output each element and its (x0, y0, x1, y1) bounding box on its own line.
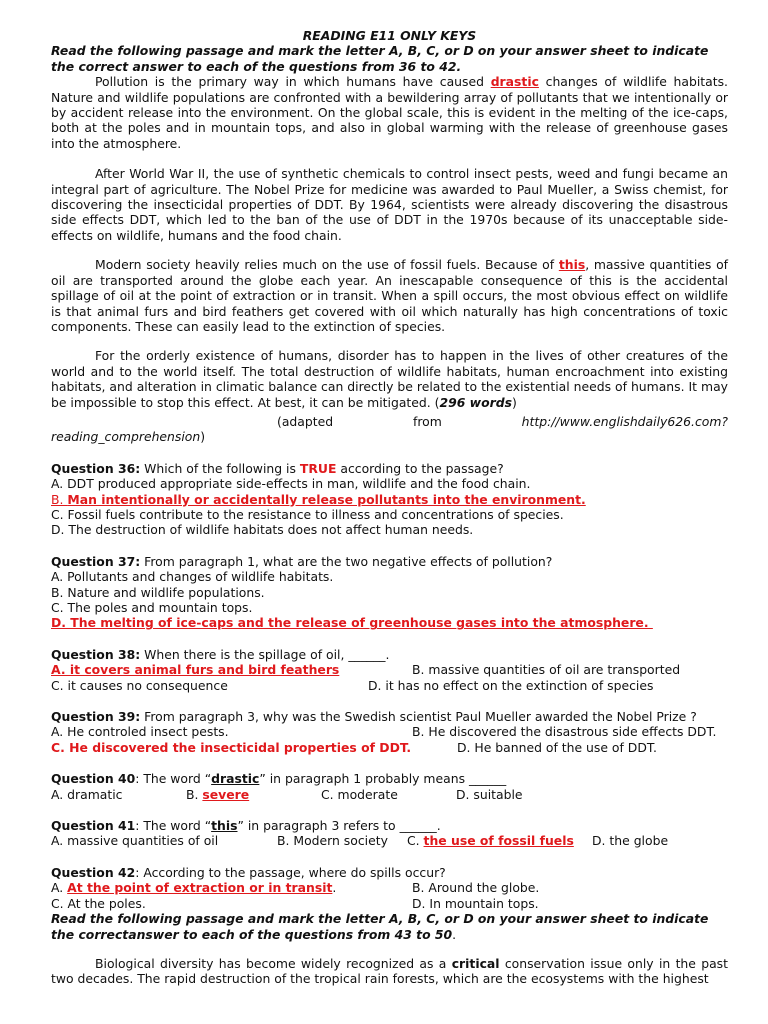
question-42-option-c[interactable]: C. At the poles. (51, 895, 146, 911)
source-citation (51, 414, 728, 445)
question-36-true: TRUE (299, 460, 337, 476)
question-41 (51, 818, 728, 849)
word-critical: critical (451, 955, 500, 971)
question-42-option-a-letter: A. (51, 880, 68, 896)
question-36 (51, 461, 728, 538)
question-39-option-a[interactable]: A. He controled insect pests. (51, 724, 229, 740)
question-42 (51, 865, 728, 911)
question-39-answer[interactable]: C. He discovered the insecticidal properties of DDT. (51, 739, 412, 755)
question-42-option-a[interactable] (51, 880, 412, 895)
question-38 (51, 647, 728, 693)
question-39-option-d[interactable]: D. He banned of the use of DDT. (457, 739, 657, 755)
document-title: READING E11 ONLY KEYS (302, 28, 477, 43)
source-adapted: (adapted (277, 413, 334, 429)
question-37-stem: From paragraph 1, what are the two negative effects of pollution? (140, 553, 553, 569)
question-36-option-b[interactable] (51, 492, 728, 507)
question-36-answer: Man intentionally or accidentally release pollutants into the environment. (67, 491, 586, 507)
question-41-stem-b: ” in paragraph 3 refers to ______. (237, 818, 441, 834)
question-39-label: Question 39: (51, 709, 141, 725)
document-page (51, 28, 728, 1001)
paragraph-4-text-b: ) (512, 394, 517, 410)
paragraph-3-text-b: , massive quantities of oil are transported around the globe each year. An inescapable consequence of this is the accidental spillage of oil at the point of extraction or in transit. When a spill occurs, the most obvious effect on wildlife is that animal furs and bird feathers get covered with oil which naturally has high concentrations of toxic components. These can easily lead to the extinction of species. (51, 257, 729, 334)
question-36-option-d[interactable]: D. The destruction of wildlife habitats does not affect human needs. (51, 522, 474, 538)
question-40-option-c[interactable]: C. moderate (321, 786, 398, 802)
paragraph-5 (51, 956, 728, 987)
question-42-answer: At the point of extraction or in transit (67, 880, 333, 896)
paragraph-5-text-a: Biological diversity has become widely recognized as a (95, 955, 452, 971)
question-40 (51, 771, 728, 802)
question-41-option-b[interactable]: B. Modern society (277, 833, 388, 849)
question-36-stem-b: according to the passage? (336, 460, 504, 476)
question-37-option-c[interactable]: C. The poles and mountain tops. (51, 600, 253, 615)
instruction-43-50-text: Read the following passage and mark the letter A, B, C, or D on your answer sheet to indicate the correctanswer to each of the questions from 43 to 50 (51, 911, 709, 942)
question-37-label: Question 37: (51, 553, 141, 569)
question-40-option-b-letter: B. (186, 786, 203, 802)
instruction-36-42: Read the following passage and mark the letter A, B, C, or D on your answer sheet to indicate the correct answer to each of the questions from 36 to 42. (51, 43, 709, 74)
key-word-this: this (558, 257, 586, 273)
instruction-43-50 (51, 911, 728, 942)
question-42-stem: : According to the passage, where do spills occur? (135, 864, 446, 880)
question-40-stem-b: ” in paragraph 1 probably means ______ (259, 771, 507, 787)
question-40-word: drastic (211, 771, 260, 787)
question-42-option-a-tail: . (332, 880, 337, 896)
question-40-stem-a: : The word “ (135, 771, 212, 787)
question-38-option-b[interactable]: B. massive quantities of oil are transported (412, 662, 681, 678)
question-41-answer: the use of fossil fuels (423, 833, 574, 849)
paragraph-3 (51, 257, 728, 334)
question-42-option-b[interactable]: B. Around the globe. (412, 880, 540, 896)
question-36-label: Question 36: (51, 460, 141, 476)
paragraph-5-text-b: conservation issue only in the past two decades. The rapid destruction of the tropical rain forests, which are the ecosystems with the highest (51, 955, 728, 987)
question-39 (51, 709, 728, 755)
question-36-option-c[interactable]: C. Fossil fuels contribute to the resistance to illness and concentrations of species. (51, 506, 564, 522)
question-38-answer[interactable]: A. it covers animal furs and bird feathers (51, 662, 340, 678)
question-40-option-a[interactable]: A. dramatic (51, 786, 123, 802)
paragraph-1-text-a: Pollution is the primary way in which humans have caused (95, 74, 491, 90)
question-37-answer[interactable]: D. The melting of ice-caps and the release of greenhouse gases into the atmosphere. (51, 615, 653, 631)
question-42-label: Question 42 (51, 864, 136, 880)
question-40-option-d[interactable]: D. suitable (456, 786, 523, 802)
question-36-option-a[interactable]: A. DDT produced appropriate side-effects in man, wildlife and the food chain. (51, 476, 531, 492)
question-41-option-d[interactable]: D. the globe (592, 833, 669, 849)
question-38-option-c[interactable]: C. it causes no consequence (51, 677, 228, 693)
source-url[interactable]: http://www.englishdaily626.com? (521, 413, 728, 429)
source-from: from (412, 413, 442, 429)
paragraph-4 (51, 348, 728, 410)
question-39-stem: From paragraph 3, why was the Swedish scientist Paul Mueller awarded the Nobel Prize ? (140, 709, 697, 725)
question-38-label: Question 38: (51, 646, 141, 662)
source-url-tail: reading_comprehension (51, 429, 201, 445)
question-42-option-d[interactable]: D. In mountain tops. (412, 895, 539, 911)
instruction-43-50-period: . (452, 926, 457, 942)
question-40-option-b[interactable] (186, 787, 321, 802)
question-39-option-b[interactable]: B. He discovered the disastrous side effects DDT. (412, 724, 717, 740)
question-41-stem-a: : The word “ (135, 818, 212, 834)
question-41-word: this (211, 818, 238, 834)
question-37 (51, 554, 728, 631)
question-40-answer: severe (202, 786, 250, 802)
question-37-option-a[interactable]: A. Pollutants and changes of wildlife habitats. (51, 569, 334, 585)
question-41-label: Question 41 (51, 818, 136, 834)
question-37-option-b[interactable]: B. Nature and wildlife populations. (51, 584, 265, 600)
paragraph-1 (51, 74, 728, 151)
question-38-stem: When there is the spillage of oil, ______. (140, 646, 390, 662)
word-count: 296 words (439, 394, 512, 410)
paragraph-4-text-a: For the orderly existence of humans, disorder has to happen in the lives of other creatures of the world and to the world itself. The total destruction of wildlife habitats, human encroachment into existing habitats, and alteration in climatic balance can directly be related to the existential needs of humans. It may be impossible to stop this effect. At best, it can be mitigated. ( (51, 348, 728, 410)
question-38-option-d[interactable]: D. it has no effect on the extinction of species (368, 677, 654, 693)
key-word-drastic: drastic (490, 74, 539, 90)
source-close: ) (200, 429, 206, 445)
paragraph-2: After World War II, the use of synthetic chemicals to control insect pests, weed and fungi became an integral part of agriculture. The Nobel Prize for medicine was awarded to Paul Mueller, a Swiss chemist, for discovering the insecticidal properties of DDT. By 1964, scientists were already discovering the disastrous side effects DDT, which led to the ban of the use of DDT in the 1970s because of its unacceptable side-effects on wildlife, humans and the food chain. (51, 166, 728, 243)
paragraph-1-text-b: changes of wildlife habitats. Nature and wildlife populations are confronted with a bewildering array of pollutants that we intentionally or by accident release into the environment. On the global scale, this is evident in the melting of the ice-caps, both at the poles and in mountain tops, and also in global warming with the release of greenhouse gases into the atmosphere. (51, 74, 728, 151)
question-36-option-b-letter: B. (51, 491, 68, 507)
paragraph-3-text-a: Modern society heavily relies much on the use of fossil fuels. Because of (95, 257, 559, 273)
question-41-option-a[interactable]: A. massive quantities of oil (51, 833, 219, 849)
question-40-label: Question 40 (51, 771, 136, 787)
question-41-option-c[interactable] (407, 833, 592, 848)
question-41-option-c-letter: C. (407, 833, 424, 849)
question-36-stem-a: Which of the following is (140, 460, 300, 476)
